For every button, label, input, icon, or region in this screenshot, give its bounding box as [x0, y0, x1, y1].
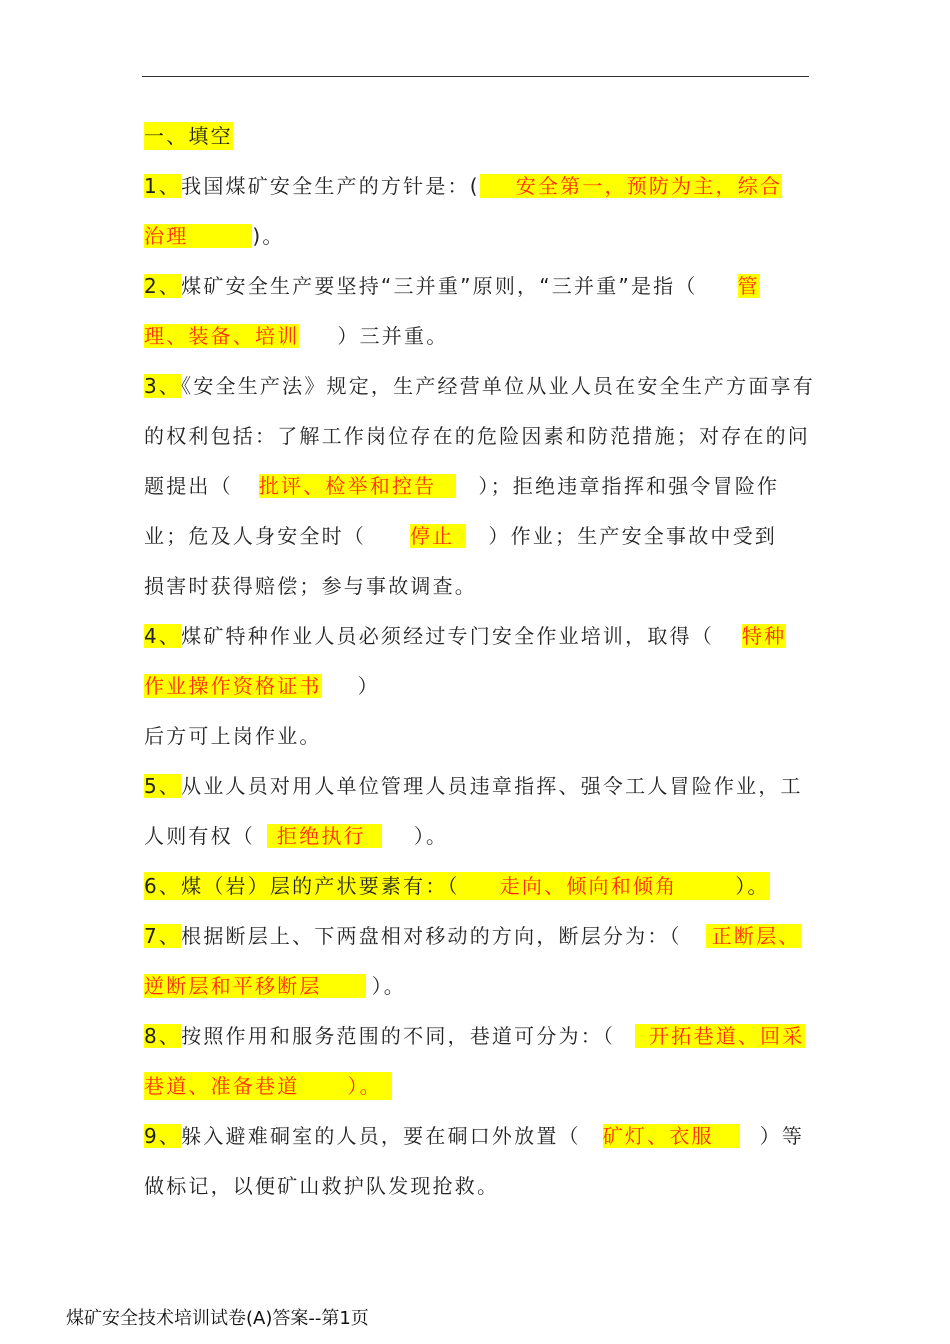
- q4-tail: ）: [357, 674, 380, 698]
- q3-answer-2: 停止: [410, 524, 466, 548]
- q2-answer-part-1: 管: [737, 274, 760, 298]
- q7-answer-part-1: 正断层、: [706, 924, 801, 948]
- q9-answer: 矿灯、衣服: [603, 1124, 740, 1148]
- q2-answer-part-2: 理、装备、培训: [144, 324, 300, 348]
- question-2-line-1: [144, 272, 760, 300]
- question-6-line-1: 6、煤（岩）层的产状要素有：（ 走向、倾向和倾角 ）。: [144, 874, 770, 898]
- q5-number: 5、: [144, 774, 182, 798]
- q3-answer-1: 批评、检举和控告: [259, 474, 457, 498]
- q1-answer-part-1: 安全第一，预防为主，综合: [480, 174, 782, 198]
- question-8-line-2: 巷道、准备巷道 ）。: [144, 1072, 392, 1100]
- question-2-line-2: [144, 322, 448, 350]
- q6-number: 6、: [144, 874, 182, 898]
- q4-answer-part-1: 特种: [741, 624, 787, 648]
- q5-answer: 拒绝执行: [267, 824, 382, 848]
- section-title: 一、填空: [144, 124, 233, 148]
- question-7-line-1: 7、根据断层上、下两盘相对移动的方向，断层分为：（ 正断层、: [144, 924, 801, 948]
- question-3-line-5: 损害时获得赔偿；参与事故调查。: [144, 574, 477, 598]
- question-4-line-3: 后方可上岗作业。: [144, 724, 322, 748]
- q2-tail: ）三并重。: [337, 324, 449, 348]
- q1-number: 1、: [144, 174, 182, 198]
- question-5-line-2: 人则有权（ 拒绝执行 ）。: [144, 824, 449, 848]
- q8-number: 8、: [144, 1024, 182, 1048]
- question-3-line-4: 业；危及人身安全时（ 停止 ）作业；生产安全事故中受到: [144, 524, 778, 548]
- question-3-line-2: 的权利包括：了解工作岗位存在的危险因素和防范措施；对存在的问: [144, 424, 810, 448]
- q8-answer-part-1: 开拓巷道、回采: [635, 1024, 804, 1048]
- question-8-line-1: 8、按照作用和服务范围的不同，巷道可分为：（ 开拓巷道、回采: [144, 1024, 805, 1048]
- q2-text: 煤矿安全生产要坚持“三并重”原则，“三并重”是指（: [181, 274, 698, 298]
- q9-number: 9、: [144, 1124, 182, 1148]
- question-9-line-1: 9、躲入避难硐室的人员，要在硐口外放置（ 矿灯、衣服 ）等: [144, 1124, 805, 1148]
- q4-number: 4、: [144, 624, 182, 648]
- q6-answer: 走向、倾向和倾角: [499, 874, 678, 898]
- q8-answer-part-2: 巷道、准备巷道: [144, 1074, 300, 1098]
- q1-tail: )。: [252, 224, 285, 248]
- question-1-line-1: [144, 172, 782, 200]
- question-1-line-2: [144, 222, 285, 250]
- question-3-line-3: 题提出（ 批评、检举和控告 ）；拒绝违章指挥和强令冒险作: [144, 474, 780, 498]
- page-footer: 煤矿安全技术培训试卷(A)答案--第1页: [66, 1308, 369, 1329]
- header-rule: [142, 76, 809, 77]
- q1-text: 我国煤矿安全生产的方针是：(: [181, 174, 480, 198]
- question-7-line-2: 逆断层和平移断层 ）。: [144, 974, 407, 998]
- q2-number: 2、: [144, 274, 182, 298]
- question-4-line-1: [144, 622, 786, 650]
- q4-answer-part-2: 作业操作资格证书: [144, 674, 322, 698]
- q1-answer-part-2: 治理: [144, 224, 252, 248]
- q4-text: 煤矿特种作业人员必须经过专门安全作业培训，取得（: [181, 624, 714, 648]
- question-9-line-2: 做标记，以便矿山救护队发现抢救。: [144, 1174, 500, 1198]
- question-3-line-1: 3、《安全生产法》规定，生产经营单位从业人员在安全生产方面享有: [144, 374, 815, 398]
- question-4-line-2: [144, 672, 380, 700]
- q3-number: 3、: [144, 374, 182, 398]
- q7-answer-part-2: 逆断层和平移断层: [144, 974, 366, 998]
- q7-number: 7、: [144, 924, 182, 948]
- question-5-line-1: 5、从业人员对用人单位管理人员违章指挥、强令工人冒险作业，工: [144, 774, 803, 798]
